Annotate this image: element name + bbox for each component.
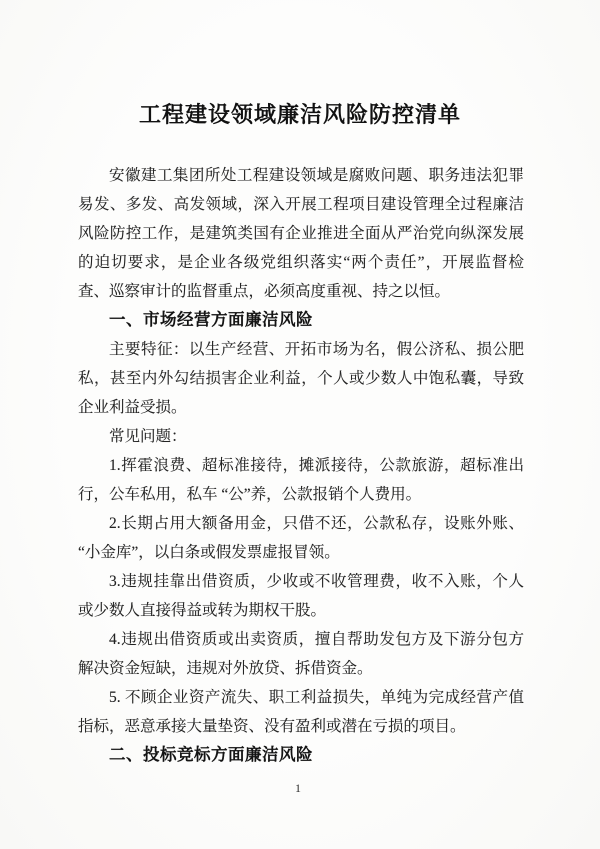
document-line: 4.违规出借资质或出卖资质，擅自帮助发包方及下游分包方 bbox=[109, 631, 524, 648]
document-line: 2.长期占用大额备用金，只借不还，公款私存，设账外账、 bbox=[109, 515, 524, 532]
document-line: 或少数人直接得益或转为期权干股。 bbox=[78, 602, 327, 619]
section-heading bbox=[78, 306, 524, 335]
document-line: 私，甚至内外勾结损害企业利益，个人或少数人中饱私囊，导致 bbox=[78, 370, 524, 387]
document-line: 解决资金短缺，违规对外放贷、拆借资金。 bbox=[78, 660, 373, 677]
document-line: 的迫切要求，是企业各级党组织落实“两个责任”，开展监督检 bbox=[78, 254, 524, 271]
document-line: 一、市场经营方面廉洁风险 bbox=[109, 311, 313, 329]
page-number: 1 bbox=[295, 781, 301, 795]
document-line: 安徽建工集团所处工程建设领域是腐败问题、职务违法犯罪 bbox=[109, 167, 524, 184]
document-line: 3.违规挂靠出借资质，少收或不收管理费，收不入账，个人 bbox=[109, 573, 524, 590]
paragraph bbox=[78, 161, 524, 306]
document-line: 查、巡察审计的监督重点，必须高度重视、持之以恒。 bbox=[78, 283, 451, 300]
paragraph bbox=[78, 567, 524, 625]
document-line: 风险防控工作，是建筑类国有企业推进全面从严治党向纵深发展 bbox=[78, 225, 524, 242]
document-line: “小金库”，以白条或假发票虚报冒领。 bbox=[78, 544, 340, 561]
paragraph bbox=[78, 335, 524, 422]
document-line: 主要特征：以生产经营、开拓市场为名，假公济私、损公肥 bbox=[109, 341, 524, 358]
document-line: 5. 不顾企业资产流失、职工利益损失，单纯为完成经营产值 bbox=[109, 689, 524, 706]
section-heading bbox=[78, 741, 524, 770]
document-line: 指标，恶意承接大量垫资、没有盈利或潜在亏损的项目。 bbox=[78, 718, 466, 735]
document-line: 二、投标竞标方面廉洁风险 bbox=[109, 746, 313, 764]
document-line: 行，公车私用，私车 “公”养，公款报销个人费用。 bbox=[78, 486, 422, 503]
document-line: 易发、多发、高发领域，深入开展工程项目建设管理全过程廉洁 bbox=[78, 196, 524, 213]
paragraph bbox=[78, 625, 524, 683]
paragraph bbox=[78, 451, 524, 509]
document-title: 工程建设领域廉洁风险防控清单 bbox=[138, 102, 461, 127]
paragraph bbox=[78, 422, 524, 451]
document-line: 常见问题： bbox=[109, 428, 187, 445]
paragraph bbox=[78, 683, 524, 741]
document-line: 企业利益受损。 bbox=[78, 399, 187, 416]
document-body bbox=[78, 161, 524, 770]
paragraph bbox=[78, 509, 524, 567]
document-line: 1.挥霍浪费、超标准接待，摊派接待，公款旅游，超标准出 bbox=[109, 457, 524, 474]
